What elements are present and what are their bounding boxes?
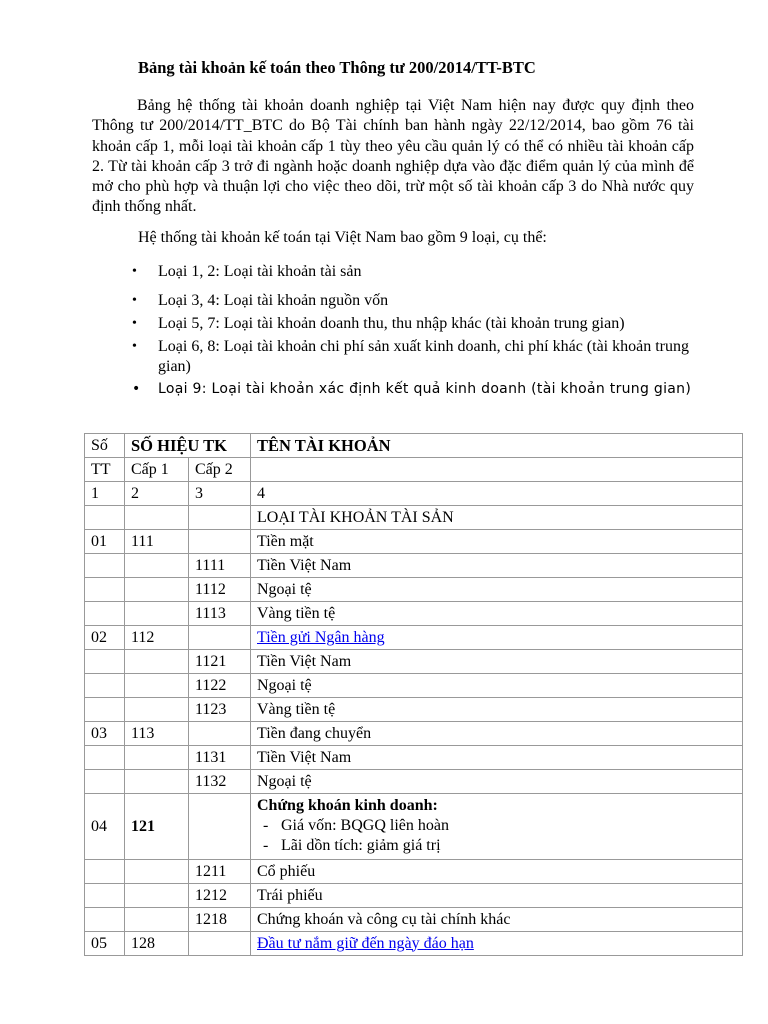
- header-cell: 1: [85, 482, 125, 506]
- table-row: 1211 Cổ phiếu: [85, 860, 743, 884]
- header-cell: 3: [189, 482, 251, 506]
- header-cell: TT: [85, 458, 125, 482]
- header-cell: Cấp 2: [189, 458, 251, 482]
- table-header-row: [85, 434, 743, 458]
- list-item: • Loại 3, 4: Loại tài khoản nguồn vốn: [132, 291, 694, 311]
- table-row: 02 112 Tiền gửi Ngân hàng: [85, 626, 743, 650]
- held-to-maturity-link[interactable]: Đầu tư nắm giữ đến ngày đáo hạn: [257, 934, 474, 952]
- table-row: 1123 Vàng tiền tệ: [85, 698, 743, 722]
- header-cell: 4: [251, 482, 743, 506]
- header-cell: 2: [125, 482, 189, 506]
- table-row: 1113 Vàng tiền tệ: [85, 602, 743, 626]
- document-title: Bảng tài khoản kế toán theo Thông tư 200/2014/TT-BTC: [138, 58, 536, 77]
- bank-deposits-link[interactable]: Tiền gửi Ngân hàng: [257, 628, 385, 646]
- table-row: 1121 Tiền Việt Nam: [85, 650, 743, 674]
- list-item: • Loại 5, 7: Loại tài khoản doanh thu, thu nhập khác (tài khoản trung gian): [132, 314, 694, 334]
- table-row: 01 111 Tiền mặt: [85, 530, 743, 554]
- table-row: 1111 Tiền Việt Nam: [85, 554, 743, 578]
- table-row: 1218 Chứng khoán và công cụ tài chính khác: [85, 908, 743, 932]
- table-header-row: [85, 482, 743, 506]
- types-intro-paragraph: Hệ thống tài khoản kế toán tại Việt Nam bao gồm 9 loại, cụ thể:: [138, 229, 547, 246]
- table-row: 1122 Ngoại tệ: [85, 674, 743, 698]
- intro-paragraph-text: Bảng hệ thống tài khoản doanh nghiệp tại Việt Nam hiện nay được quy định theo Thông tư 200/2014/TT_BTC do Bộ Tài chính ban hành ngày 22/12/2014, bao gồm 76 tài khoản cấp 1, mỗi loại tài khoản cấp 1 tùy theo yêu cầu quản lý có thể có nhiều tài khoản cấp 2. Từ tài khoản cấp 3 trở đi ngành hoặc doanh nghiệp dựa vào đặc điểm quản lý của mình để mở cho phù hợp và thuận lợi cho việc theo dõi, trừ một số tài khoản cấp 3 do Nhà nước quy định thống nhất.: [92, 97, 694, 216]
- table-row: 1112 Ngoại tệ: [85, 578, 743, 602]
- table-row: [85, 506, 743, 530]
- table-row: 1131 Tiền Việt Nam: [85, 746, 743, 770]
- table-row: 04 121 Chứng khoán kinh doanh: - Giá vốn: BQGQ liên hoàn - Lãi dồn tích: giảm giá trị: [85, 794, 743, 860]
- table-row: 1212 Trái phiếu: [85, 884, 743, 908]
- table-row: 03 113 Tiền đang chuyển: [85, 722, 743, 746]
- list-item: • Loại 1, 2: Loại tài khoản tài sản: [132, 262, 694, 282]
- table-row: 05 128 Đầu tư nắm giữ đến ngày đáo hạn: [85, 932, 743, 956]
- section-title: LOẠI TÀI KHOẢN TÀI SẢN: [251, 506, 743, 530]
- list-item: - Lãi dồn tích: giảm giá trị: [257, 836, 736, 856]
- header-cell: SỐ HIỆU TK: [125, 434, 251, 458]
- header-cell: Cấp 1: [125, 458, 189, 482]
- accounts-table: [84, 433, 743, 956]
- account-types-list: [132, 262, 694, 402]
- table-row: 1132 Ngoại tệ: [85, 770, 743, 794]
- header-cell: TÊN TÀI KHOẢN: [251, 434, 743, 458]
- intro-paragraph: [92, 96, 694, 218]
- list-item: • Loại 9: Loại tài khoản xác định kết quả kinh doanh (tài khoản trung gian): [132, 380, 694, 399]
- header-cell: Số: [85, 434, 125, 458]
- table-header-row: [85, 458, 743, 482]
- list-item: • Loại 6, 8: Loại tài khoản chi phí sản xuất kinh doanh, chi phí khác (tài khoản trung gian): [132, 337, 694, 377]
- list-item: - Giá vốn: BQGQ liên hoàn: [257, 816, 736, 836]
- account-notes-list: [257, 816, 736, 856]
- header-cell: [251, 458, 743, 482]
- account-group-title: Chứng khoán kinh doanh:: [257, 797, 438, 814]
